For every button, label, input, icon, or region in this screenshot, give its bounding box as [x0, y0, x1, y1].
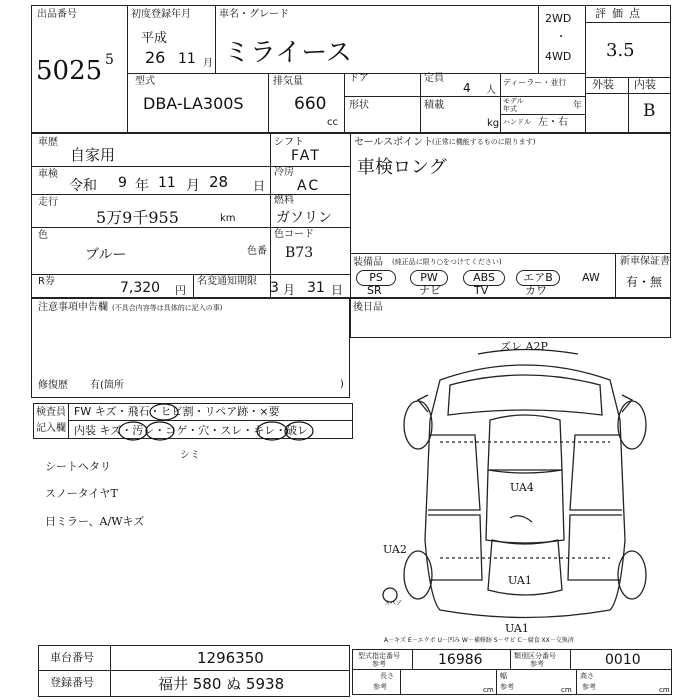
- divider: [350, 253, 671, 254]
- dim-unit: cm: [561, 686, 572, 694]
- first-reg-era: 平成: [141, 31, 168, 46]
- month-unit: 月: [203, 58, 213, 69]
- color-value: ブルー: [85, 247, 127, 263]
- car-name: ミライース: [224, 38, 352, 68]
- inspection-day: 28: [209, 173, 229, 191]
- dim-unit: cm: [659, 686, 670, 694]
- comment-2: スノータイヤT: [45, 487, 118, 500]
- dim-length-label: 長さ: [380, 672, 394, 680]
- listing-number: 5025: [36, 56, 103, 86]
- capacity-unit: 人: [486, 85, 496, 96]
- dim-ref: 参考: [582, 683, 596, 691]
- deadline-label: 名変通知期限: [197, 276, 257, 287]
- divider: [585, 5, 586, 133]
- divider: [585, 22, 671, 23]
- equipment-navi: ナビ: [419, 284, 441, 297]
- handwritten-circles: [100, 400, 360, 445]
- warranty-value: 有・無: [626, 275, 663, 289]
- notes-label: 注意事項申告欄: [38, 302, 108, 313]
- deadline-month-unit: 月: [283, 283, 296, 297]
- handle-options: 左・右: [538, 117, 568, 128]
- deadline-day: 31: [307, 280, 325, 296]
- equipment-leather: カワ: [525, 284, 547, 297]
- model-year-label: モデル: [503, 97, 524, 105]
- model-label: 型式: [135, 76, 155, 87]
- repair-value: 有(箇所: [90, 380, 124, 391]
- comment-1: シートヘタリ: [45, 460, 111, 473]
- fuel-value: ガソリン: [276, 210, 332, 226]
- chassis-label: 車台番号: [50, 651, 94, 664]
- shift-value: FAT: [291, 148, 321, 164]
- diagram-bottom-note: UA1: [505, 622, 529, 635]
- divider: [110, 645, 111, 697]
- history-label: 車歴: [38, 137, 58, 148]
- inspector-row1: FW キズ・飛石・ヒビ割・リペア跡・×要: [74, 405, 280, 418]
- divider: [420, 73, 421, 133]
- recycle-value: 7,320: [120, 280, 161, 296]
- inspection-year-unit: 年: [135, 178, 149, 194]
- diagram-legend: A－キズ E－エクボ U－凹み W－補修跡 S－サビ C－腐食 XX－交換済: [384, 637, 574, 644]
- deadline-month: 3: [270, 280, 279, 296]
- mileage-unit: km: [220, 213, 236, 224]
- color-code-label2: 色コード: [274, 229, 314, 240]
- equipment-tv: TV: [474, 284, 489, 297]
- displacement-value: 660: [294, 94, 327, 114]
- loading-label: 積載: [424, 100, 444, 111]
- dim-ref: 参考: [500, 683, 514, 691]
- equipment-note: (純正品に限り○をつけてください): [392, 258, 502, 266]
- recycle-label: R券: [38, 276, 55, 287]
- inspection-month-unit: 月: [186, 178, 200, 194]
- divider: [510, 649, 511, 669]
- divider: [68, 403, 69, 439]
- dim-height-label: 高さ: [580, 672, 594, 680]
- deadline-day-unit: 日: [331, 283, 344, 297]
- capacity-value: 4: [463, 81, 471, 95]
- listing-mark: 5: [105, 52, 114, 68]
- inspector-mark: シミ: [180, 450, 200, 461]
- dim-unit: cm: [483, 686, 494, 694]
- mileage-label: 走行: [38, 197, 58, 208]
- diagram-middle-note: UA1: [508, 574, 532, 587]
- notes-sub: (不具合内容等は具体的に記入の事): [112, 304, 223, 312]
- capacity-label: 定員: [424, 73, 444, 84]
- handle-label: ハンドル: [503, 118, 531, 126]
- divider: [31, 166, 350, 167]
- divider: [38, 670, 350, 671]
- model-year-unit: 年: [573, 101, 583, 111]
- equipment-pw: PW: [410, 270, 448, 286]
- diagram-left-note: UA2: [383, 543, 407, 556]
- divider: [628, 77, 629, 133]
- divider: [31, 194, 350, 195]
- divider: [585, 93, 671, 94]
- exterior-label: 外装: [592, 78, 614, 91]
- diagram-spare: スペア: [384, 600, 403, 607]
- divider: [412, 649, 413, 669]
- drive-4wd: 4WD: [545, 50, 572, 63]
- car-name-label: 車名・グレード: [219, 9, 289, 20]
- equipment-ps: PS: [356, 270, 396, 286]
- divider: [344, 73, 345, 133]
- type-spec-label: 型式指定番号: [358, 652, 400, 660]
- chassis-value: 1296350: [197, 649, 264, 667]
- dim-width-label: 幅: [500, 672, 507, 680]
- fuel-label: 燃料: [274, 195, 294, 206]
- divider: [576, 669, 577, 695]
- rating-value: 3.5: [606, 40, 635, 61]
- class-value: 0010: [605, 652, 641, 668]
- equipment-aw: AW: [582, 271, 600, 284]
- equipment-airbag: エアB: [516, 270, 560, 286]
- rear-date-block: [350, 298, 671, 338]
- divider: [31, 274, 350, 275]
- diagram-center-note: UA4: [510, 481, 534, 494]
- first-reg-month: 11: [178, 51, 196, 67]
- type-spec-value: 16986: [438, 652, 483, 668]
- model-value: DBA-LA300S: [143, 94, 244, 113]
- inspection-month: 11: [158, 175, 176, 191]
- divider: [31, 227, 350, 228]
- warranty-label: 新車保証書: [620, 256, 670, 267]
- type-spec-ref: 参考: [372, 660, 386, 668]
- first-reg-label: 初度登録年月: [131, 9, 191, 20]
- equipment-abs: ABS: [463, 270, 505, 286]
- interior-value: B: [643, 101, 656, 121]
- selling-points-value: 車検ロング: [357, 157, 447, 178]
- divider: [127, 5, 128, 133]
- inspector-row2: 内装 キズ・汚レ・コゲ・穴・スレ・キレ・破レ: [74, 424, 309, 437]
- inspection-label: 車検: [38, 169, 58, 180]
- listing-label: 出品番号: [37, 9, 77, 20]
- repair-label: 修復歴: [38, 380, 68, 391]
- dealer-label: ディーラー・並行: [503, 78, 567, 87]
- divider: [538, 5, 539, 73]
- rear-date-label: 後日品: [353, 302, 383, 313]
- divider: [193, 274, 194, 298]
- loading-unit: kg: [487, 118, 500, 129]
- equipment-sr: SR: [367, 284, 382, 297]
- first-reg-year: 26: [145, 48, 166, 67]
- selling-points-note: (正常に機能するものに限ります): [432, 138, 536, 146]
- divider: [268, 73, 269, 133]
- divider: [500, 73, 501, 133]
- color-code-label: 色番: [247, 246, 267, 257]
- displacement-unit: cc: [327, 117, 338, 128]
- shape-label: 形状: [349, 100, 369, 111]
- divider: [400, 669, 401, 695]
- rating-label: 評価点: [595, 7, 646, 20]
- aircon-label: 冷房: [274, 167, 294, 178]
- class-ref: 参考: [530, 660, 544, 668]
- comment-3: 日ミラー、A/Wキズ: [45, 515, 145, 528]
- registration-label: 登録番号: [50, 676, 94, 689]
- divider: [500, 114, 585, 115]
- repair-close: ): [340, 379, 344, 390]
- inspector-label: 検査員: [36, 407, 66, 418]
- mileage-value: 5万9千955: [96, 208, 179, 227]
- history-value: 自家用: [70, 146, 116, 164]
- diagram-top-note: ズレ A2P: [500, 340, 548, 353]
- inspection-era: 令和: [69, 178, 97, 194]
- divider: [215, 5, 216, 73]
- model-year-label: 年式: [503, 105, 517, 113]
- divider: [350, 133, 351, 298]
- color-code-value: B73: [285, 245, 314, 261]
- dim-ref: 参考: [373, 683, 387, 691]
- recycle-unit: 円: [175, 284, 186, 297]
- divider: [344, 96, 585, 97]
- inspector-label: 記入欄: [36, 423, 66, 434]
- displacement-label: 排気量: [273, 76, 303, 87]
- door-label: ドア: [349, 73, 369, 84]
- divider: [570, 649, 571, 669]
- drive-dot: ・: [556, 32, 566, 43]
- interior-label: 内装: [634, 78, 656, 91]
- divider: [496, 669, 497, 695]
- inspection-year: 9: [118, 175, 127, 191]
- divider: [615, 253, 616, 298]
- aircon-value: AC: [297, 178, 321, 194]
- drive-2wd: 2WD: [545, 12, 572, 25]
- registration-value: 福井 580 ぬ 5938: [158, 675, 285, 693]
- shift-label: シフト: [274, 137, 304, 148]
- inspection-day-unit: 日: [253, 179, 266, 193]
- selling-points-label: セールスポイント: [354, 137, 434, 148]
- equipment-label: 装備品: [353, 257, 383, 268]
- color-label: 色: [38, 230, 48, 241]
- notes-block: [31, 298, 350, 398]
- class-label: 類別区分番号: [514, 652, 556, 660]
